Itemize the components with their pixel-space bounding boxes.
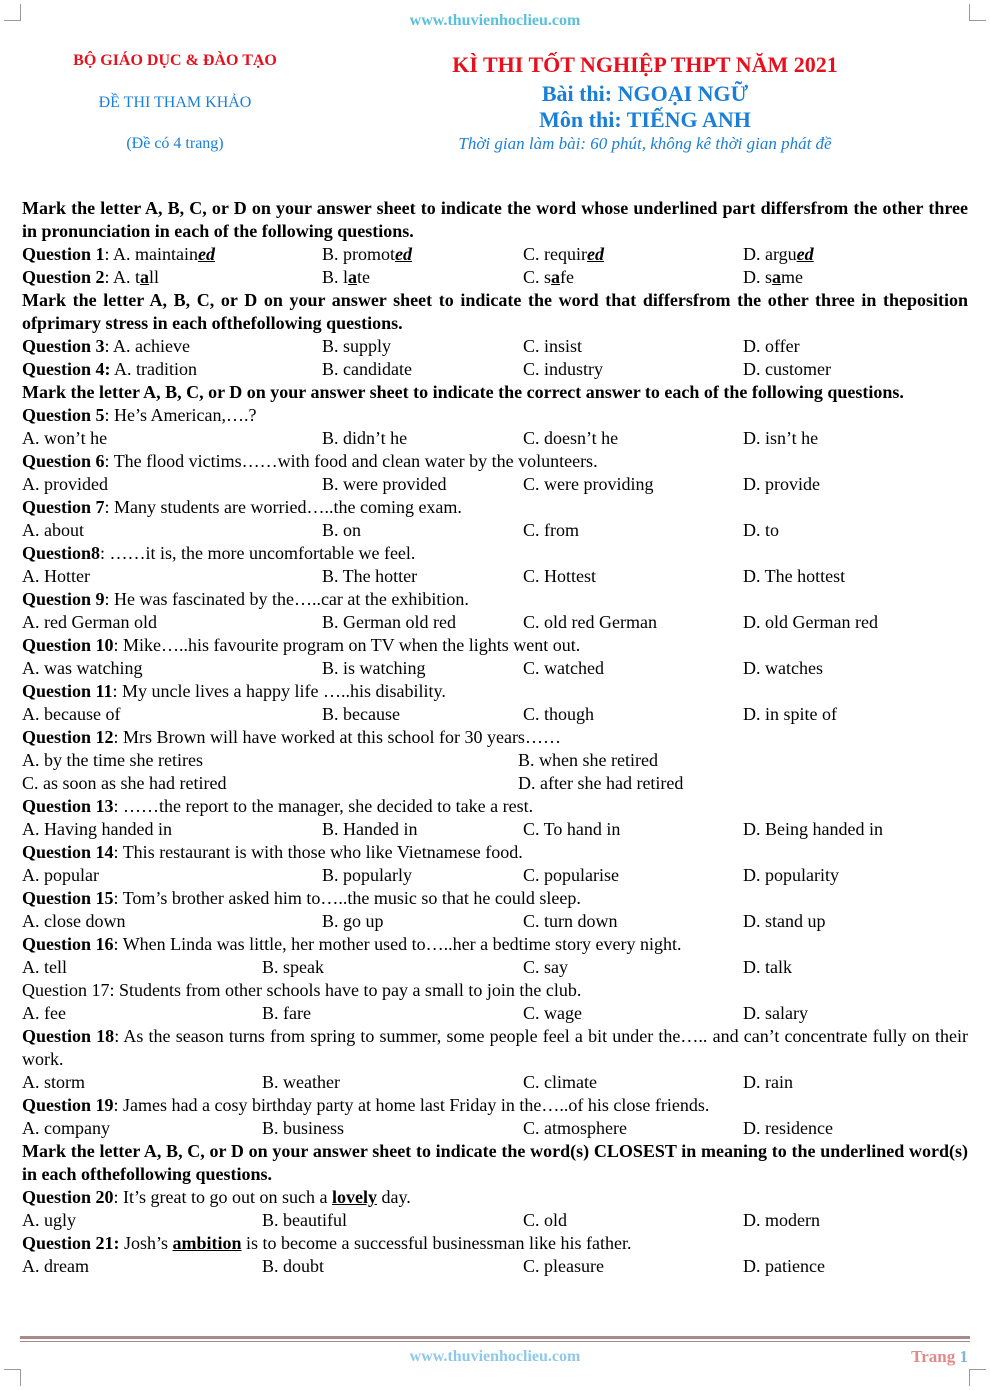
option-b: B. late [322,267,371,287]
footer-divider-thick [20,1336,970,1339]
crop-mark-bottom-right [969,1369,986,1386]
option-c: C. atmosphere [523,1118,627,1138]
option-d: D. same [743,267,804,287]
option-c: C. popularise [523,865,619,885]
option-b: B. is watching [322,658,426,678]
option-b: B. were provided [322,474,447,494]
question-4: Question 4: A. tradition B. candidate C. industry D. customer [22,359,831,379]
question-16: Question 16: When Linda was little, her mother used to…..her a bedtime story every night. [22,934,682,954]
option-a: A. about [22,520,84,540]
option-d: D. in spite of [743,704,837,724]
option-d: D. stand up [743,911,826,931]
options-7 [22,519,968,542]
option-c: C. insist [523,336,583,356]
option-c: C. watched [523,658,604,678]
option-c: C. were providing [523,474,654,494]
instruction-pronunciation: Mark the letter A, B, C, or D on your answer sheet to indicate the word whose underlined part differsfrom the other three in pronunciation in each of the following questions. [22,198,968,241]
options-5 [22,427,968,450]
question-14: Question 14: This restaurant is with those who like Vietnamese food. [22,842,523,862]
option-c: C. safe [523,267,574,287]
question-7: Question 7: Many students are worried…..the coming exam. [22,497,462,517]
option-c: C. turn down [523,911,618,931]
option-d: D. after she had retired [518,773,684,793]
question-3: Question 3: A. achieve B. supply C. insist D. offer [22,336,800,356]
options-19 [22,1117,968,1140]
option-b: B. popularly [322,865,412,885]
options-21 [22,1255,968,1278]
option-b: B. supply [322,336,392,356]
exam-reference: ĐỀ THI THAM KHẢO [98,94,252,111]
option-a: A. Hotter [22,566,90,586]
option-a: A. tell [22,957,67,977]
exam-title: KÌ THI TỐT NGHIỆP THPT NĂM 2021 [452,52,838,77]
option-b: B. weather [262,1072,340,1092]
options-13 [22,818,968,841]
question-20: Question 20: It’s great to go out on such a lovely day. [22,1187,411,1207]
option-d: D. rain [743,1072,793,1092]
question-6: Question 6: The flood victims……with food and clean water by the volunteers. [22,451,598,471]
options-15 [22,910,968,933]
option-c: C. Hottest [523,566,597,586]
question-label: Question 4: [22,359,111,379]
exam-language: Môn thi: TIẾNG ANH [539,107,751,132]
option-a: A. ugly [22,1210,76,1230]
option-b: B. Handed in [322,819,418,839]
exam-content [22,197,968,1278]
question-18: Question 18: As the season turns from spring to summer, some people feel a bit under the….. and can’t concentrate fully on their work. [22,1026,968,1069]
options-12-cd [22,772,968,795]
option-a: A. fee [22,1003,66,1023]
option-c: C. To hand in [523,819,621,839]
option-c: C. required [523,244,604,264]
option-d: D. customer [743,359,831,379]
crop-mark-bottom-left [4,1369,21,1386]
site-footer-link[interactable]: www.thuvienhoclieu.com [409,1348,581,1365]
option-b: B. because [322,704,400,724]
exam-subject: Bài thi: NGOẠI NGỮ [541,81,749,106]
option-c: C. say [523,957,568,977]
option-c: C. though [523,704,595,724]
option-c: C. pleasure [523,1256,604,1276]
options-17 [22,1002,968,1025]
option-c: C. from [523,520,579,540]
option-b: B. on [322,520,362,540]
option-b: B. promoted [322,244,413,264]
question-19: Question 19: James had a cosy birthday party at home last Friday in the…..of his close friends. [22,1095,710,1115]
options-9 [22,611,968,634]
option-c: C. wage [523,1003,582,1023]
footer-divider-thin [20,1341,970,1342]
option-a: A. because of [22,704,121,724]
option-a: A. won’t he [22,428,108,448]
question-label: Question 1 [22,244,105,264]
option-b: B. The hotter [322,566,418,586]
option-d: D. The hottest [743,566,846,586]
option-b: B. fare [262,1003,311,1023]
option-a: A. Having handed in [22,819,172,839]
option-d: D. watches [743,658,823,678]
instruction-stress: Mark the letter A, B, C, or D on your answer sheet to indicate the word that differsfrom the other three in theposition ofprimary stress in each ofthefollowing questions. [22,290,968,333]
options-11 [22,703,968,726]
question-9: Question 9: He was fascinated by the…..car at the exhibition. [22,589,469,609]
option-d: D. talk [743,957,792,977]
option-b: B. German old red [322,612,456,632]
option-d: D. residence [743,1118,833,1138]
question-12: Question 12: Mrs Brown will have worked at this school for 30 years…… [22,727,561,747]
option-b: B. speak [262,957,324,977]
exam-time: Thời gian làm bài: 60 phút, không kê thời gian phát đề [458,134,832,153]
option-b: B. candidate [322,359,412,379]
options-20 [22,1209,968,1232]
option-d: D. offer [743,336,800,356]
option-c: C. old red German [523,612,657,632]
option-d: D. salary [743,1003,808,1023]
option-a: A. popular [22,865,99,885]
options-16 [22,956,968,979]
instruction-closest-meaning: Mark the letter A, B, C, or D on your answer sheet to indicate the word(s) CLOSEST in meaning to the underlined word(s) in each ofthefollowing questions. [22,1141,968,1184]
option-c: C. doesn’t he [523,428,619,448]
options-12-ab [22,749,968,772]
page-number: Trang 1 [911,1347,968,1366]
underlined-word: ambition [172,1233,242,1253]
option-b: B. when she retired [518,750,658,770]
question-11: Question 11: My uncle lives a happy life …..his disability. [22,681,446,701]
option-b: B. didn’t he [322,428,408,448]
option-d: D. Being handed in [743,819,883,839]
options-14 [22,864,968,887]
underlined-word: lovely [331,1187,377,1207]
instruction-correct-answer: Mark the letter A, B, C, or D on your answer sheet to indicate the correct answer to each of the following questions. [22,382,904,402]
question-17: Question 17: Students from other schools have to pay a small to join the club. [22,980,582,1000]
question-15: Question 15: Tom’s brother asked him to…..the music so that he could sleep. [22,888,581,908]
option-c: C. old [523,1210,568,1230]
option-a: A. close down [22,911,126,931]
site-header-link[interactable]: www.thuvienhoclieu.com [409,12,581,29]
question-8: Question8: ……it is, the more uncomfortable we feel. [22,543,416,563]
page-count: (Đề có 4 trang) [126,135,224,152]
option-c: C. as soon as she had retired [22,773,227,793]
options-6 [22,473,968,496]
option-d: D. to [743,520,779,540]
options-10 [22,657,968,680]
option-a: A. provided [22,474,108,494]
question-1: Question 1: A. maintained B. promoted C. required D. argued [22,244,814,264]
option-d: D. argued [743,244,814,264]
option-c: C. industry [523,359,604,379]
option-b: B. beautiful [262,1210,347,1230]
option-a: A. was watching [22,658,143,678]
option-d: D. old German red [743,612,878,632]
option-a: A. dream [22,1256,89,1276]
question-label: Question 2 [22,267,105,287]
question-2: Question 2: A. tall B. late C. safe D. same [22,267,804,287]
option-d: D. provide [743,474,820,494]
question-5: Question 5: He’s American,….? [22,405,257,425]
option-a: A. storm [22,1072,85,1092]
option-b: B. go up [322,911,384,931]
options-8 [22,565,968,588]
option-a: A. by the time she retires [22,750,203,770]
option-d: D. modern [743,1210,820,1230]
options-18 [22,1071,968,1094]
question-10: Question 10: Mike…..his favourite program on TV when the lights went out. [22,635,581,655]
option-d: D. popularity [743,865,839,885]
option-b: B. doubt [262,1256,325,1276]
question-label: Question 3 [22,336,105,356]
question-13: Question 13: ……the report to the manager, she decided to take a rest. [22,796,534,816]
ministry-name: BỘ GIÁO DỤC & ĐÀO TẠO [73,52,277,69]
option-c: C. climate [523,1072,597,1092]
option-d: D. patience [743,1256,825,1276]
option-a: A. red German old [22,612,157,632]
option-a: A. company [22,1118,110,1138]
option-b: B. business [262,1118,345,1138]
question-21: Question 21: Josh’s ambition is to become a successful businessman like his father. [22,1233,632,1253]
option-d: D. isn’t he [743,428,819,448]
